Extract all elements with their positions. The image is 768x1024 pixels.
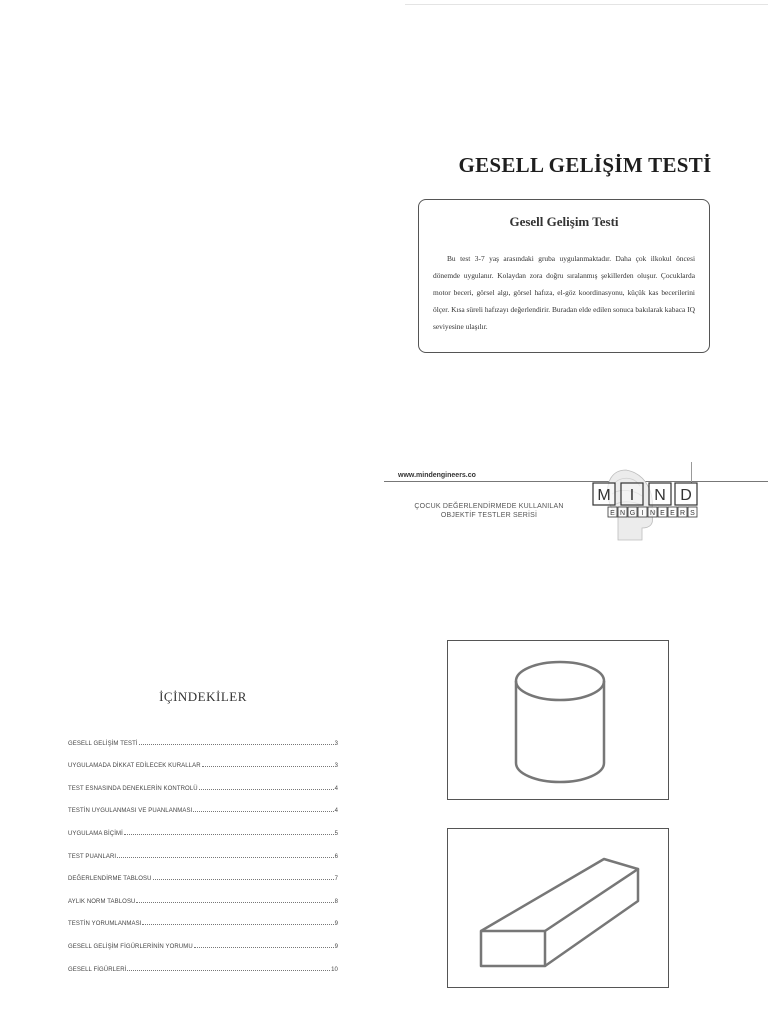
toc-item-page: 3 bbox=[334, 763, 338, 770]
toc-title: İÇİNDEKİLER bbox=[159, 689, 247, 704]
series-text bbox=[394, 502, 584, 520]
toc-item bbox=[68, 950, 338, 973]
info-box-title: Gesell Gelişim Testi bbox=[509, 214, 619, 229]
logo-sub-letter: E bbox=[670, 510, 675, 517]
toc-item bbox=[68, 882, 338, 905]
toc-leader-dots bbox=[117, 857, 333, 858]
figure-cylinder bbox=[447, 640, 669, 800]
toc-item-text: DEĞERLENDİRME TABLOSU bbox=[68, 876, 152, 883]
toc-item-text: GESELL GELİŞİM TESTİ bbox=[68, 740, 138, 747]
info-box-body: Bu test 3-7 yaş arasındaki gruba uygulanmaktadır. Daha çok ilkokul öncesi dönemde uygulanır. Kolaydan zora doğru sıralanmış şekillerden oluşur. Çocuklarda motor beceri, görsel algı, görsel hafıza, el-göz koordinasyonu, küçük kas becerilerini ölçer. Kısa süreli hafızayı değerlendirir. Buradan elde edilen sonuca bakılarak kabaca IQ seviyesine ulaşılır. bbox=[433, 254, 695, 331]
toc-item-text: TESTİN UYGULANMASI VE PUANLANMASI bbox=[68, 808, 193, 815]
toc-leader-dots bbox=[127, 970, 330, 971]
toc-leader-dots bbox=[199, 789, 334, 790]
toc-item-text: GESELL FİGÜRLERİ bbox=[68, 966, 127, 973]
toc-leader-dots bbox=[139, 744, 334, 745]
toc-item-text: GESELL GELİŞİM FİGÜRLERİNİN YORUMU bbox=[68, 943, 193, 950]
toc-leader-dots bbox=[153, 879, 334, 880]
toc-item bbox=[68, 792, 338, 815]
toc-item bbox=[68, 837, 338, 860]
logo-letter-d: D bbox=[680, 487, 692, 504]
logo-sub-letter: S bbox=[690, 510, 695, 517]
toc-item-text: TEST ESNASINDA DENEKLERİN KONTROLÜ bbox=[68, 785, 198, 792]
info-box bbox=[418, 199, 710, 353]
toc-leader-dots bbox=[194, 947, 334, 948]
toc-list bbox=[68, 724, 338, 973]
logo-letter-i: I bbox=[629, 487, 635, 504]
toc-item bbox=[68, 747, 338, 770]
toc-item-page: 7 bbox=[334, 876, 338, 883]
logo-sub-letter: R bbox=[679, 510, 686, 517]
toc-leader-dots bbox=[142, 924, 333, 925]
toc-item bbox=[68, 769, 338, 792]
logo-sub-letter: G bbox=[629, 510, 636, 517]
toc-item bbox=[68, 724, 338, 747]
series-line-1: ÇOCUK DEĞERLENDİRMEDE KULLANILAN bbox=[414, 503, 564, 510]
logo-sub-letter: E bbox=[660, 510, 665, 517]
logo-sub-letter: I bbox=[641, 510, 644, 517]
toc-item-page: 4 bbox=[334, 785, 338, 792]
toc-item bbox=[68, 860, 338, 883]
cylinder-icon bbox=[448, 641, 670, 801]
toc-leader-dots bbox=[124, 834, 334, 835]
top-rule bbox=[405, 4, 768, 5]
toc-leader-dots bbox=[193, 811, 333, 812]
toc-item-text: UYGULAMADA DİKKAT EDİLECEK KURALLAR bbox=[68, 763, 201, 770]
logo-letter-m: M bbox=[597, 487, 611, 504]
toc-leader-dots bbox=[136, 902, 333, 903]
logo-sub-letter: E bbox=[610, 510, 615, 517]
toc-item-text: AYLIK NORM TABLOSU bbox=[68, 898, 136, 905]
toc-item bbox=[68, 905, 338, 928]
footer-rule bbox=[384, 481, 768, 482]
toc-item-page: 8 bbox=[334, 898, 338, 905]
logo-letter-n: N bbox=[654, 487, 666, 504]
toc-item-text: UYGULAMA BİÇİMİ bbox=[68, 830, 123, 837]
series-line-2: OBJEKTİF TESTLER SERİSİ bbox=[440, 512, 538, 519]
mind-engineers-logo bbox=[590, 462, 700, 542]
website-url: www.mindengineers.co bbox=[398, 472, 476, 479]
toc-item-page: 6 bbox=[334, 853, 338, 860]
toc-leader-dots bbox=[202, 766, 334, 767]
rectangular-prism-icon bbox=[448, 829, 670, 989]
toc-item bbox=[68, 927, 338, 950]
logo-sub-letter: N bbox=[649, 510, 656, 517]
toc-item-page: 9 bbox=[334, 943, 338, 950]
toc-item-page: 9 bbox=[334, 921, 338, 928]
toc-item-page: 3 bbox=[334, 740, 338, 747]
toc-item-page: 4 bbox=[334, 808, 338, 815]
toc-item-page: 5 bbox=[334, 830, 338, 837]
toc-item-page: 10 bbox=[331, 966, 338, 973]
logo-sub-letter: N bbox=[619, 510, 626, 517]
toc-item-text: TEST PUANLARI bbox=[68, 853, 117, 860]
figure-rectangular-prism bbox=[447, 828, 669, 988]
toc-item-text: TESTİN YORUMLANMASI bbox=[68, 921, 142, 928]
cover-title: GESELL GELİŞİM TESTİ bbox=[458, 153, 712, 177]
toc-item bbox=[68, 814, 338, 837]
